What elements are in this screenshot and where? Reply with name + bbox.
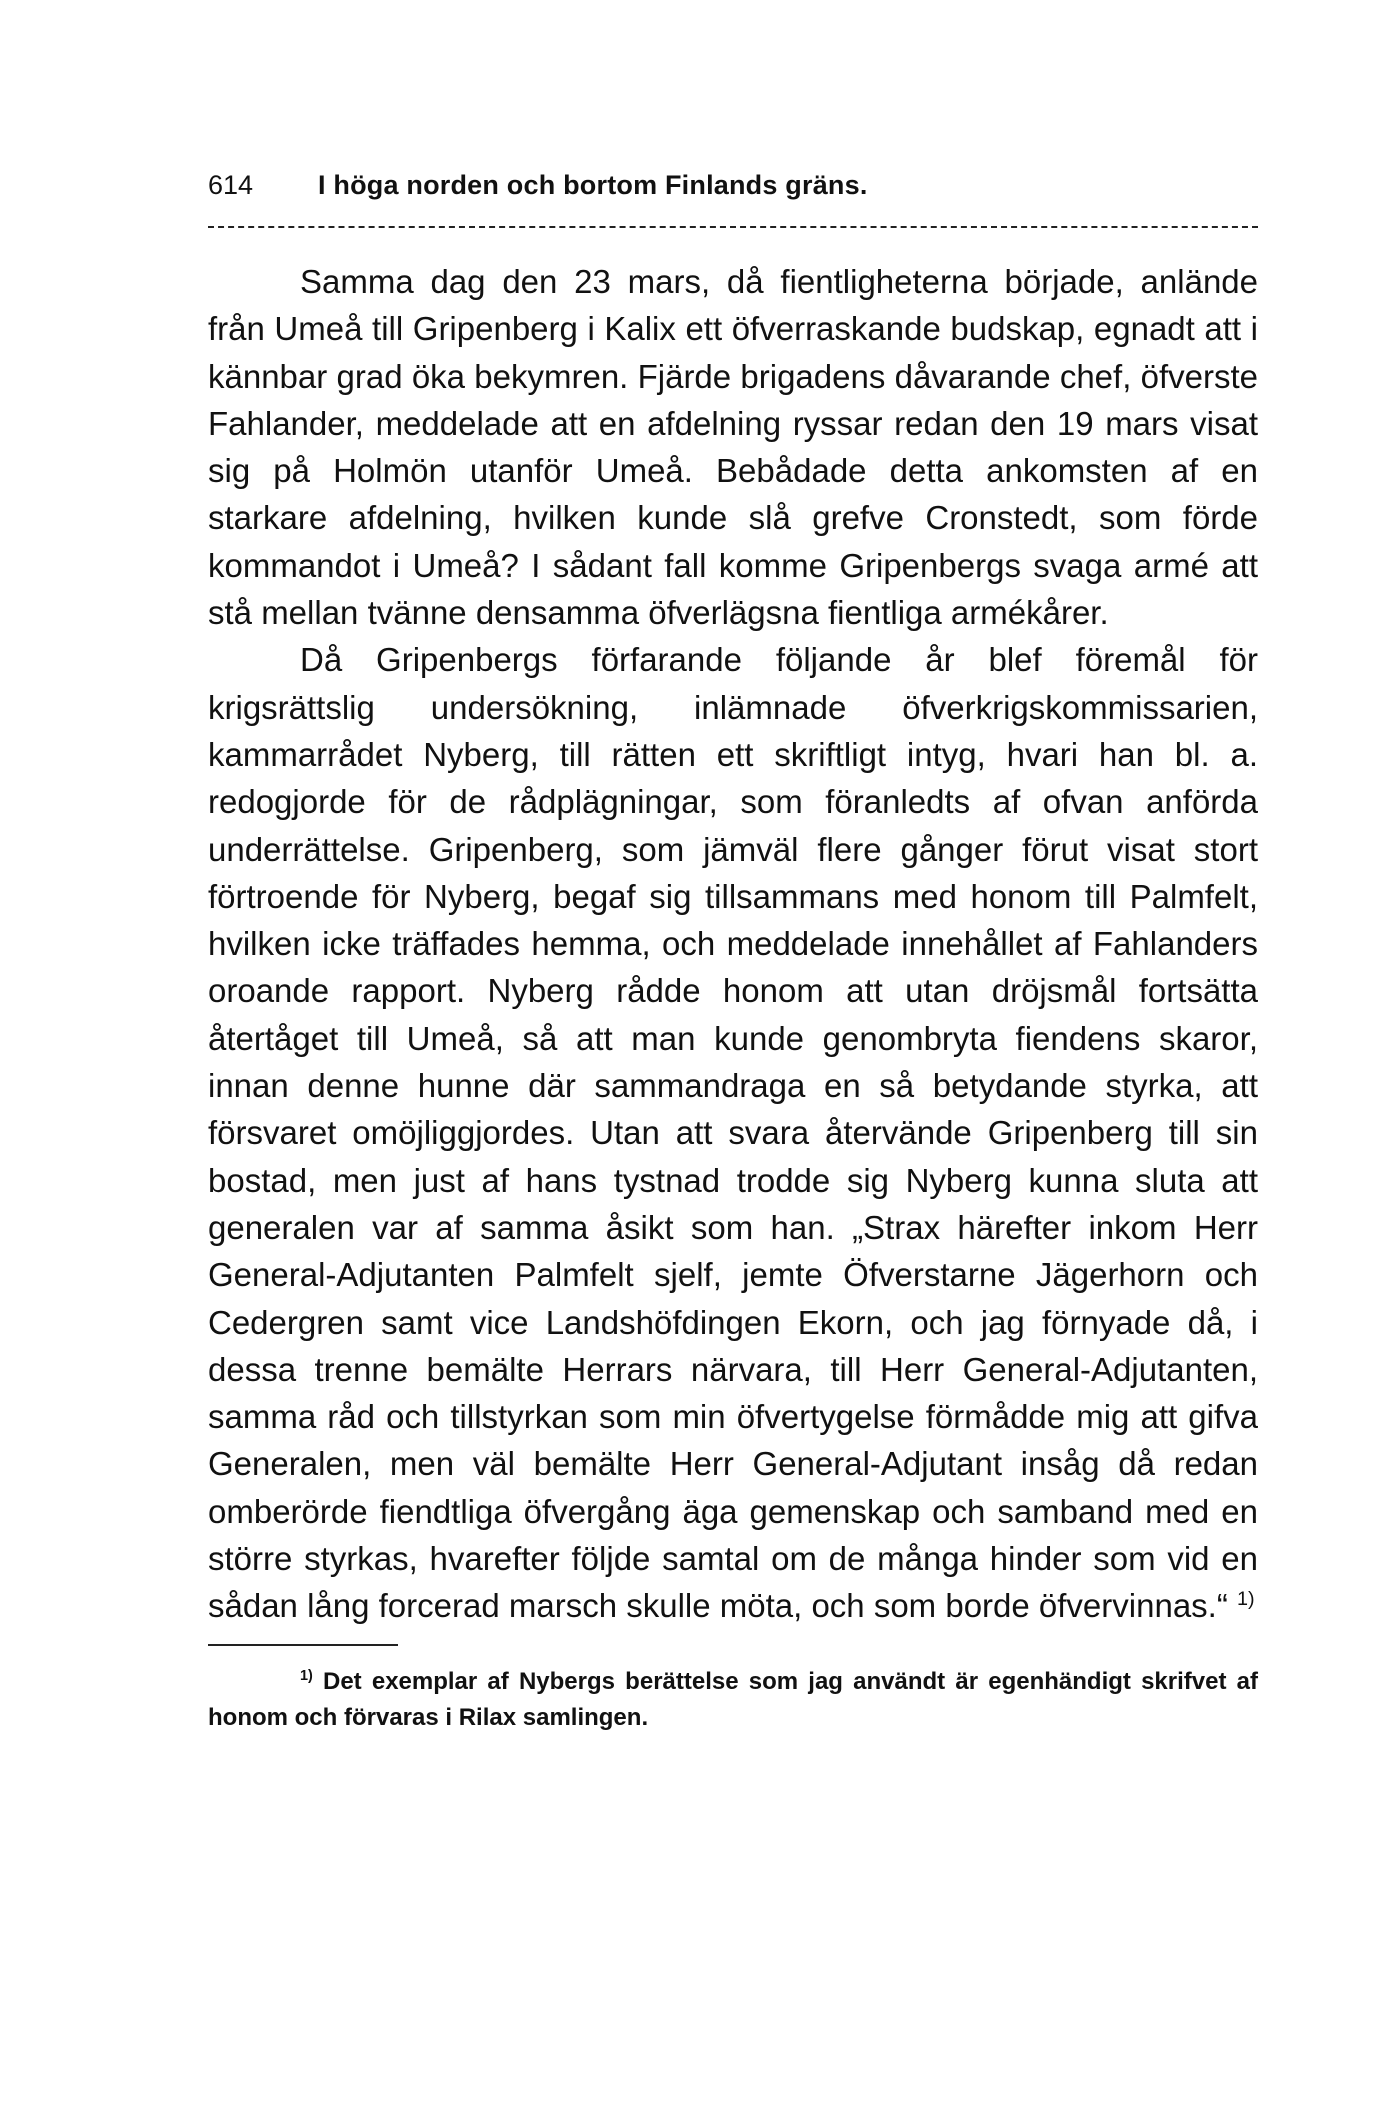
- footnote-divider: [208, 1644, 398, 1646]
- footnote-reference: 1): [1237, 1588, 1255, 1611]
- footnote: [208, 1664, 1258, 1736]
- paragraph-2: [208, 636, 1258, 1629]
- running-title: I höga norden och bortom Finlands gräns.: [318, 170, 868, 200]
- body-text: [208, 258, 1258, 1630]
- footnote-text: Det exemplar af Nybergs berättelse som jag användt är egenhändigt skrifvet af honom och förvaras i Rilax samlingen.: [208, 1667, 1258, 1731]
- paragraph-2-text: Då Gripenbergs förfarande följande år blef föremål för krigsrättslig undersökning, inlämnade öfverkrigskommissarien, kammarrådet Nyberg, till rätten ett skriftligt intyg, hvari han bl. a. redogjorde för de rådplägningar, som föranledts af ofvan anförda underrättelse. Gripenberg, som jämväl flere gånger förut visat stort förtroende för Nyberg, begaf sig tillsammans med honom till Palmfelt, hvilken icke träffades hemma, och meddelade innehållet af Fahlanders oroande rapport. Nyberg rådde honom att utan dröjsmål fortsätta återtåget till Umeå, så att man kunde genombryta fiendens skaror, innan denne hunne där sammandraga en så betydande styrka, att försvaret omöjliggjordes. Utan att svara återvände Gripenberg till sin bostad, men just af hans tystnad trodde sig Nyberg kunna sluta att generalen var af samma åsikt som han. „Strax härefter inkom Herr General-Adjutanten Palmfelt sjelf, jemte Öfverstarne Jägerhorn och Cedergren samt vice Landshöfdingen Ekorn, och jag förnyade då, i dessa trenne bemälte Herrars närvara, till Herr General-Adjutanten, samma råd och tillstyrkan som min öfvertygelse förmådde mig att gifva Generalen, men väl bemälte Herr General-Adjutant insåg då redan omberörde fiendtliga öfvergång äga gemenskap och samband med en större styrkas, hvarefter följde samtal om de många hinder som vid en sådan lång forcerad marsch skulle möta, och som borde öfvervinnas.“: [208, 641, 1258, 1625]
- page-number: 614: [208, 170, 254, 200]
- book-page: [208, 170, 1258, 1736]
- paragraph-1: Samma dag den 23 mars, då fientligheterna började, anlände från Umeå till Gripenberg i Kalix ett öfverraskande budskap, egnadt att i kännbar grad öka bekymren. Fjärde brigadens dåvarande chef, öfverste Fahlander, meddelade att en afdelning ryssar redan den 19 mars visat sig på Holmön utanför Umeå. Bebådade detta ankomsten af en starkare afdelning, hvilken kunde slå grefve Cronstedt, som förde kommandot i Umeå? I sådant fall komme Gripenbergs svaga armé att stå mellan tvänne densamma öfverlägsna fientliga armékårer.: [208, 263, 1258, 632]
- page-header: [208, 170, 1258, 210]
- footnote-marker: 1): [300, 1667, 313, 1684]
- header-divider: [208, 226, 1258, 228]
